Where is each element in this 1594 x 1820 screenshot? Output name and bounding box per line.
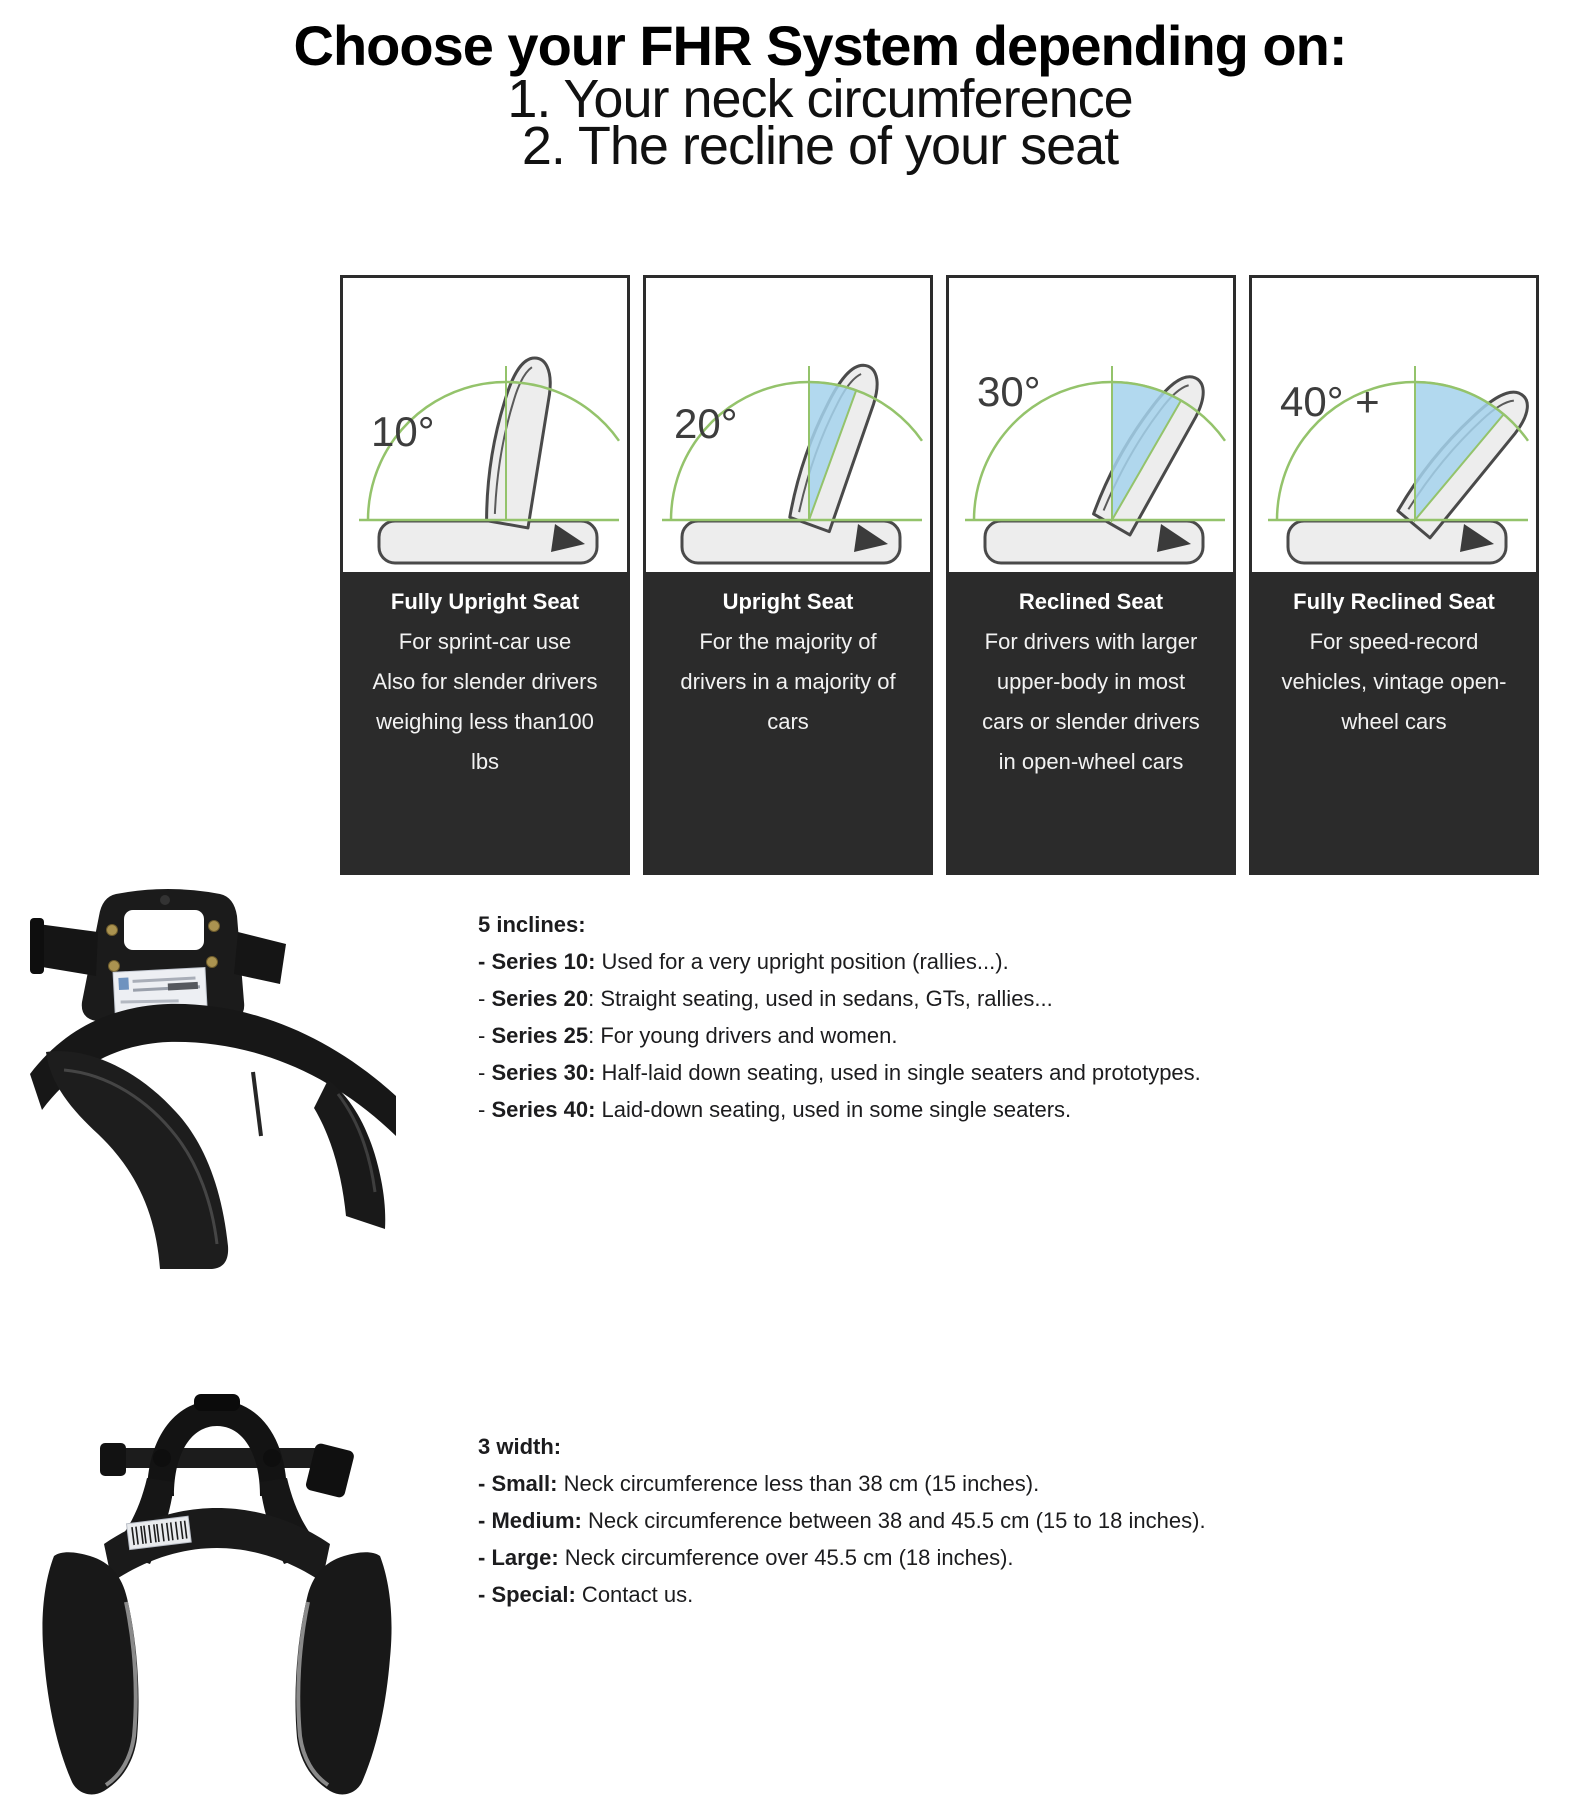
width-size-item: - Large: Neck circumference over 45.5 cm (18 inches). — [478, 1545, 1014, 1570]
svg-text:40° +: 40° + — [1280, 378, 1380, 425]
incline-series-item: - Series 10: Used for a very upright position (rallies...). — [478, 949, 1009, 974]
seat-angle-diagram-30 — [946, 275, 1236, 572]
width-size-item: - Special: Contact us. — [478, 1582, 694, 1607]
seat-panel-caption — [946, 572, 1236, 875]
widths-heading: 3 width: — [478, 1434, 562, 1459]
inclines-section — [478, 906, 1378, 1128]
svg-text:10°: 10° — [371, 408, 435, 455]
page-subtitle-recline: 2. The recline of your seat — [521, 116, 1119, 176]
seat-panel-description-line: in open-wheel cars — [998, 749, 1184, 774]
seat-panel-description-line: wheel cars — [1341, 709, 1447, 734]
incline-series-item: - Series 40: Laid-down seating, used in some single seaters. — [478, 1097, 1072, 1122]
width-size-item: - Medium: Neck circumference between 38 and 45.5 cm (15 to 18 inches). — [478, 1508, 1206, 1533]
seat-panel-description-line: For speed-record — [1309, 629, 1479, 654]
seat-angle-panels — [340, 275, 1539, 875]
seat-panel-description-line: cars — [767, 709, 809, 734]
seat-panel-caption — [340, 572, 630, 875]
seat-angle-diagram-40 — [1249, 275, 1539, 572]
seat-panel-description-line: vehicles, vintage open- — [1281, 669, 1507, 694]
seat-panel-title: Upright Seat — [722, 589, 854, 614]
seat-panel-title: Fully Upright Seat — [390, 589, 580, 614]
seat-panel-30 — [946, 275, 1236, 875]
svg-text:30°: 30° — [977, 368, 1041, 415]
seat-panel-description-line: upper-body in most — [996, 669, 1186, 694]
incline-series-item: - Series 25: For young drivers and women. — [478, 1023, 898, 1048]
page-header — [0, 14, 1594, 176]
seat-panel-caption — [1249, 572, 1539, 875]
seat-angle-diagram-20 — [643, 275, 933, 572]
seat-panel-description-line: drivers in a majority of — [680, 669, 896, 694]
seat-panel-20 — [643, 275, 933, 875]
hans-device-front-image — [42, 1386, 392, 1798]
seat-panel-description-line: Also for slender drivers — [372, 669, 598, 694]
page-subtitle-neck: 1. Your neck circumference — [507, 69, 1133, 129]
incline-series-item: - Series 20: Straight seating, used in sedans, GTs, rallies... — [478, 986, 1053, 1011]
inclines-heading: 5 inclines: — [478, 912, 586, 937]
seat-panel-description-line: For drivers with larger — [984, 629, 1198, 654]
seat-panel-caption — [643, 572, 933, 875]
seat-panel-title: Reclined Seat — [1018, 589, 1164, 614]
svg-text:20°: 20° — [674, 400, 738, 447]
hans-device-rear-image — [28, 884, 398, 1274]
page-title: Choose your FHR System depending on: — [293, 14, 1347, 77]
seat-panel-description-line: cars or slender drivers — [982, 709, 1200, 734]
widths-section — [478, 1428, 1418, 1613]
seat-panel-description-line: weighing less than100 — [376, 709, 594, 734]
incline-series-item: - Series 30: Half-laid down seating, used in single seaters and prototypes. — [478, 1060, 1201, 1085]
seat-panel-title: Fully Reclined Seat — [1293, 589, 1495, 614]
width-size-item: - Small: Neck circumference less than 38 cm (15 inches). — [478, 1471, 1040, 1496]
seat-angle-diagram-10 — [340, 275, 630, 572]
seat-panel-10 — [340, 275, 630, 875]
seat-panel-description-line: lbs — [470, 749, 500, 774]
seat-panel-description-line: For sprint-car use — [398, 629, 572, 654]
seat-panel-description-line: For the majority of — [699, 629, 877, 654]
seat-panel-40 — [1249, 275, 1539, 875]
